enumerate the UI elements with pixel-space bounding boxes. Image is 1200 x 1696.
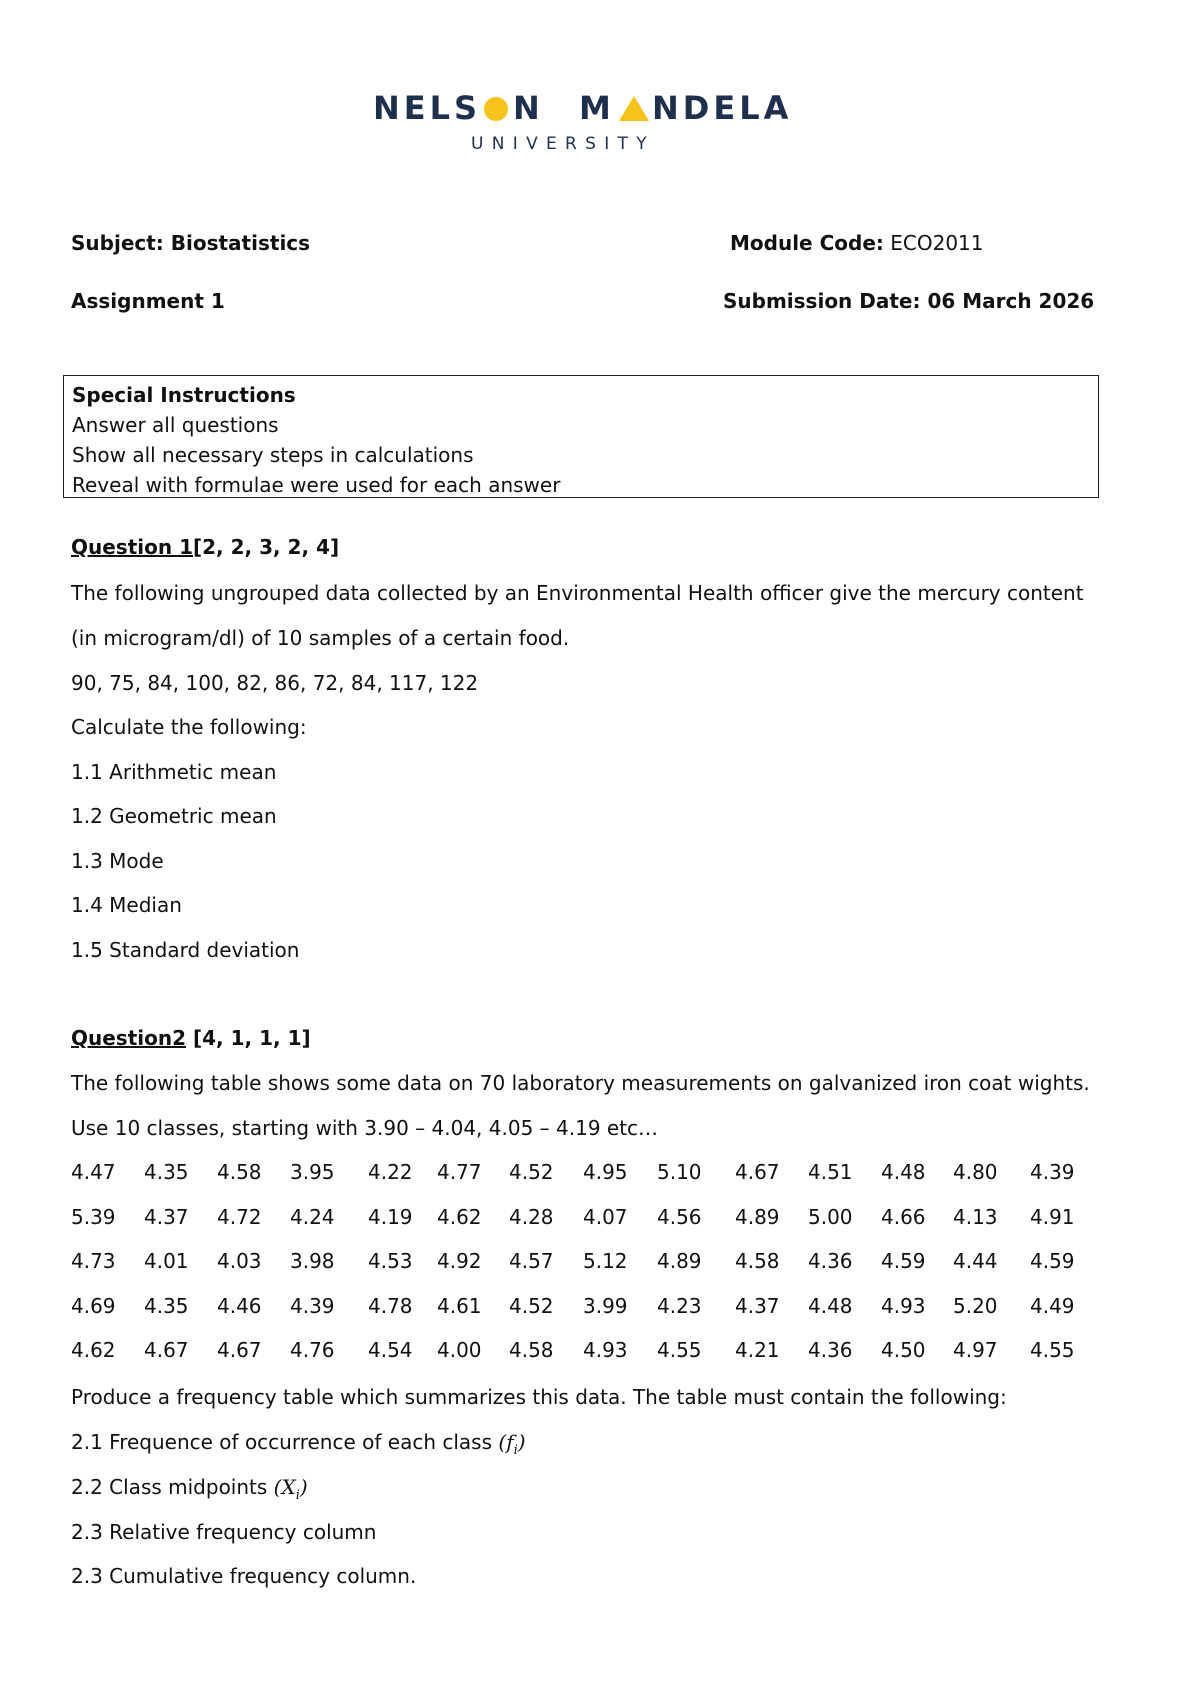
data-value: 4.52 — [509, 1160, 554, 1184]
logo-text-m: M — [579, 89, 615, 127]
question-2-text: The following table shows some data on 70 laboratory measurements on galvanized iron coat wights. — [71, 1071, 1090, 1095]
data-value: 4.62 — [71, 1338, 116, 1362]
data-value: 4.78 — [368, 1294, 413, 1318]
question-1-item: 1.5 Standard deviation — [71, 938, 300, 962]
data-value: 3.99 — [583, 1294, 628, 1318]
data-value: 4.48 — [808, 1294, 853, 1318]
data-value: 4.95 — [583, 1160, 628, 1184]
logo-subtitle: UNIVERSITY — [471, 134, 655, 154]
university-logo — [373, 88, 793, 163]
data-value: 4.19 — [368, 1205, 413, 1229]
data-value: 4.59 — [881, 1249, 926, 1273]
question-2-item: 2.3 Cumulative frequency column. — [71, 1564, 417, 1588]
instruction-line: Reveal with formulae were used for each answer — [72, 473, 561, 497]
data-value: 4.57 — [509, 1249, 554, 1273]
data-value: 4.37 — [735, 1294, 780, 1318]
question-2-item: 2.3 Relative frequency column — [71, 1520, 377, 1544]
data-value: 4.91 — [1030, 1205, 1075, 1229]
data-value: 4.58 — [509, 1338, 554, 1362]
data-value: 4.76 — [290, 1338, 335, 1362]
question-2-item-text: 2.2 Class midpoints — [71, 1475, 274, 1499]
data-value: 4.54 — [368, 1338, 413, 1362]
question-2-item — [71, 1429, 526, 1464]
instructions-title: Special Instructions — [72, 383, 296, 407]
data-value: 4.93 — [583, 1338, 628, 1362]
question-1-text: (in microgram/dl) of 10 samples of a certain food. — [71, 626, 570, 650]
data-value: 4.77 — [437, 1160, 482, 1184]
data-value: 4.13 — [953, 1205, 998, 1229]
data-value: 4.03 — [217, 1249, 262, 1273]
data-value: 4.36 — [808, 1249, 853, 1273]
data-value: 4.97 — [953, 1338, 998, 1362]
data-value: 4.51 — [808, 1160, 853, 1184]
data-value: 4.22 — [368, 1160, 413, 1184]
question-1-marks: [2, 2, 3, 2, 4] — [192, 535, 340, 559]
data-value: 4.66 — [881, 1205, 926, 1229]
data-value: 4.67 — [144, 1338, 189, 1362]
instruction-line: Show all necessary steps in calculations — [72, 443, 474, 467]
question-2-item-text: 2.1 Frequence of occurrence of each class — [71, 1430, 499, 1454]
data-value: 5.10 — [657, 1160, 702, 1184]
data-value: 4.62 — [437, 1205, 482, 1229]
midpoint-symbol: $(X_i)$ — [273, 1475, 308, 1503]
math-subscript: i — [513, 1443, 518, 1458]
data-value: 4.21 — [735, 1338, 780, 1362]
data-value: 4.46 — [217, 1294, 262, 1318]
question-1-data: 90, 75, 84, 100, 82, 86, 72, 84, 117, 122 — [71, 671, 479, 695]
module-code-label: Module Code: — [730, 231, 884, 255]
logo-text-n: N — [513, 89, 544, 127]
data-value: 4.89 — [657, 1249, 702, 1273]
data-value: 4.47 — [71, 1160, 116, 1184]
data-value: 4.73 — [71, 1249, 116, 1273]
data-value: 4.35 — [144, 1160, 189, 1184]
data-value: 4.01 — [144, 1249, 189, 1273]
data-value: 4.58 — [735, 1249, 780, 1273]
data-value: 4.50 — [881, 1338, 926, 1362]
assignment-label: Assignment 1 — [71, 289, 225, 313]
question-1-item: 1.2 Geometric mean — [71, 804, 277, 828]
data-value: 4.56 — [657, 1205, 702, 1229]
submission-date: Submission Date: 06 March 2026 — [723, 289, 1095, 313]
data-value: 4.93 — [881, 1294, 926, 1318]
data-value: 4.00 — [437, 1338, 482, 1362]
logo-text-ndela: NDELA — [652, 89, 793, 127]
module-code-value: ECO2011 — [883, 231, 984, 255]
frequency-symbol: $(f_i)$ — [498, 1430, 526, 1458]
data-value: 4.69 — [71, 1294, 116, 1318]
question-1-heading — [71, 534, 339, 560]
question-1-item: 1.1 Arithmetic mean — [71, 760, 277, 784]
data-value: 4.80 — [953, 1160, 998, 1184]
question-1-text: The following ungrouped data collected by an Environmental Health officer give the mercury content — [71, 581, 1084, 605]
data-value: 4.37 — [144, 1205, 189, 1229]
question-2-heading — [71, 1025, 311, 1051]
data-value: 4.23 — [657, 1294, 702, 1318]
data-value: 3.98 — [290, 1249, 335, 1273]
data-value: 4.61 — [437, 1294, 482, 1318]
question-2-prompt: Produce a frequency table which summarizes this data. The table must contain the following: — [71, 1385, 1007, 1409]
data-value: 5.39 — [71, 1205, 116, 1229]
math-symbol: X — [281, 1475, 296, 1499]
data-value: 4.72 — [217, 1205, 262, 1229]
question-1-title: Question 1 — [71, 535, 193, 559]
data-value: 4.39 — [1030, 1160, 1075, 1184]
logo-triangle-icon — [619, 96, 649, 121]
data-value: 4.67 — [217, 1338, 262, 1362]
question-1-prompt: Calculate the following: — [71, 715, 307, 739]
data-value: 4.39 — [290, 1294, 335, 1318]
data-value: 4.89 — [735, 1205, 780, 1229]
logo-sun-dot-icon — [484, 97, 508, 121]
module-code — [730, 230, 984, 256]
data-value: 4.55 — [1030, 1338, 1075, 1362]
question-1-item: 1.4 Median — [71, 893, 182, 917]
data-value: 4.36 — [808, 1338, 853, 1362]
data-value: 5.12 — [583, 1249, 628, 1273]
question-2-text: Use 10 classes, starting with 3.90 – 4.04, 4.05 – 4.19 etc… — [71, 1116, 659, 1140]
question-1-item: 1.3 Mode — [71, 849, 164, 873]
subject-label: Subject: Biostatistics — [71, 231, 311, 255]
logo-text-nels: NELS — [373, 89, 482, 127]
data-value: 4.28 — [509, 1205, 554, 1229]
instruction-line: Answer all questions — [72, 413, 279, 437]
data-value: 4.35 — [144, 1294, 189, 1318]
data-value: 4.92 — [437, 1249, 482, 1273]
data-value: 4.59 — [1030, 1249, 1075, 1273]
data-value: 4.49 — [1030, 1294, 1075, 1318]
data-value: 4.48 — [881, 1160, 926, 1184]
question-2-item — [71, 1474, 308, 1509]
data-value: 4.58 — [217, 1160, 262, 1184]
data-value: 4.55 — [657, 1338, 702, 1362]
data-value: 4.07 — [583, 1205, 628, 1229]
math-subscript: i — [295, 1488, 300, 1503]
data-value: 4.44 — [953, 1249, 998, 1273]
data-value: 5.00 — [808, 1205, 853, 1229]
math-symbol: f — [506, 1430, 514, 1454]
data-value: 3.95 — [290, 1160, 335, 1184]
data-value: 4.67 — [735, 1160, 780, 1184]
data-value: 4.53 — [368, 1249, 413, 1273]
data-value: 5.20 — [953, 1294, 998, 1318]
data-value: 4.52 — [509, 1294, 554, 1318]
special-instructions-box — [63, 375, 1099, 498]
data-value: 4.24 — [290, 1205, 335, 1229]
question-2-marks: [4, 1, 1, 1] — [186, 1026, 311, 1050]
question-2-title: Question2 — [71, 1026, 187, 1050]
